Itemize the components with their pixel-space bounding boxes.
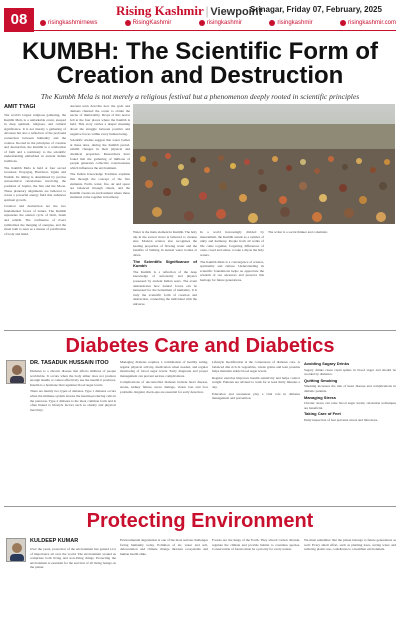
lead-col5-text (268, 230, 396, 235)
diabetes-column-1 (30, 360, 116, 505)
paragraph: There are mainly two types of diabetes. Type 1 diabetes occurs when the immune system attacks the insulin-producing cells in the pancreas. Type 2 diabetes is the most common form and is often linked to lifestyle factors such as obesity and physical inactivity. (30, 389, 116, 412)
paragraph: Diabetes is a chronic disease that affects millions of people worldwide. It occurs when the body either does not produce enough insulin or cannot effectively use the insulin it produces. Insulin is a hormone that regulates blood sugar levels. (30, 369, 116, 387)
masthead (0, 0, 400, 34)
paragraph: Regular exercise improves insulin sensitivity and helps control weight. Patients are advised to walk for at least thirty minutes a day. (212, 375, 300, 389)
environment-headline: Protecting Environment (86, 510, 314, 532)
lead-column-4 (200, 230, 264, 310)
crowd-illustration (133, 104, 395, 224)
lead-headline-line2: Creation and Destruction (56, 62, 344, 89)
diabetes-column-4 (304, 360, 396, 505)
environment-byline: KULDEEP KUMAR (30, 538, 79, 544)
author-photo (6, 360, 26, 384)
environment-column-3 (212, 538, 300, 638)
social-facebook (199, 20, 242, 26)
paragraph: Education and awareness play a vital role in diabetes management and prevention. (212, 391, 300, 401)
dateline: Srinagar, Friday 07, February, 2025 (250, 5, 382, 14)
paragraph: The Kumbh Mela is a convergence of science, spirituality and culture. Understanding its scientific foundations helps us appreciate the wisdom of our ancestors and preserve this heritage for future generations. (200, 259, 264, 282)
paragraph: Environmental degradation is one of the most serious challenges facing humanity today. Pollution of air, water and soil, deforestation and climate change threaten ecosystems and human health alike. (120, 538, 208, 556)
paragraph: The world's largest religious gathering, the Kumbh Mela is a remarkable event, steeped in deep spiritual, religious, and cultural significance. It is not merely a gathering of devotees but also a reflection of the profound connection between humanity and the cosmos. Rooted in the principles of creation and destruction, the Kumbh is a celebration of faith and a testimony to the scientific understanding embedded in ancient Indian traditions. (4, 113, 66, 163)
paragraph: The Kumbh Mela is held at four sacred locations: Prayagraj, Haridwar, Ujjain and Nashik. Its timing is determined by precise astronomical calculations involving the positions of Jupiter, the Sun and the Moon. These planetary alignments are believed to create a powerful energy field that enhances spiritual growth. (4, 165, 66, 202)
paragraph: Smoking increases the risk of heart disease and complications in diabetic patients. (304, 384, 396, 393)
paragraph: Sugary drinks cause rapid spikes in blood sugar and should be avoided by diabetics. (304, 367, 396, 377)
lead-col3-text (133, 230, 197, 307)
avatar (7, 361, 26, 384)
environment-col2-text (120, 538, 208, 556)
social-label: RisingKashmir (132, 20, 172, 26)
diabetes-col4-text (304, 362, 396, 423)
facebook-icon (199, 20, 205, 26)
lead-headline-line1: KUMBH: The Scientific Form of (21, 38, 378, 65)
paper-name (116, 3, 262, 19)
youtube-icon (269, 20, 275, 26)
environment-col3-text (212, 538, 300, 552)
paragraph: Complications of uncontrolled diabetes include heart disease, stroke, kidney failure, nerve damage, vision loss and foot problems. Regular check-ups are essential for early detection. (120, 380, 208, 394)
paragraph: Chronic stress can raise blood sugar levels; relaxation techniques are beneficial. (304, 401, 396, 410)
paragraph: Creation and destruction are the two fundamental forces of nature. The Kumbh represents the eternal cycle of birth, death and rebirth. The confluence of rivers symbolizes the merging of energies, and the ritual bath is seen as a means of purification of body and mind. (4, 204, 66, 236)
paragraph: Managing diabetes requires a combination of healthy eating, regular physical activity, medication when needed, and regular monitoring of blood sugar levels. Early diagnosis and proper management can prevent serious complications. (120, 360, 208, 378)
social-handles (40, 20, 396, 26)
author-note: The writer is a social thinker and columnist. (268, 230, 328, 234)
author-photo (6, 538, 26, 562)
paragraph: The Indian Knowledge Tradition explains this through the concept of the five elements. Earth, water, fire, air and space are balanced through rituals, and the Kumbh creates an environment where these elements come together in harmony. (70, 172, 130, 200)
environment-col1-text (30, 547, 116, 570)
diabetes-byline: DR. TASADUK HUSSAIN ITOO (30, 360, 109, 366)
social-instagram (40, 20, 97, 26)
environment-col4-text (304, 538, 396, 552)
environment-column-1 (30, 538, 116, 638)
diabetes-col2-text (120, 360, 208, 394)
social-twitter (125, 20, 172, 26)
paragraph: Water is the main element in Kumbh. The holy dip in the sacred rivers is believed to cleanse sins. Modern science also recognises the healing properties of flowing water and the benefits of bathing in natural water bodies at dawn. (133, 230, 197, 257)
header-rule (4, 30, 396, 31)
section-divider (4, 506, 396, 507)
lead-column-2 (70, 104, 130, 310)
social-label: risingkashmir (206, 20, 243, 26)
diabetes-col1-text (30, 369, 116, 412)
paragraph: Scientific studies suggest that water bodies at these sites, during the Kumbh period, exhibit changes in their physical and chemical properties. Researchers have found that the gathering of millions of people generates collective consciousness which influences the environment. (70, 138, 130, 170)
paragraph: Daily inspection of feet prevents ulcers and infections. (304, 417, 379, 422)
paragraph: Forests are the lungs of the Earth. They absorb carbon dioxide, regulate the climate and provide habitat to countless species. Conservation of forests must be a priority for every nation. (212, 538, 300, 552)
subheading: Managing Stress (304, 394, 337, 400)
diabetes-headline: Diabetes Care and Diabetics (65, 335, 335, 357)
paragraph: Lifestyle modification is the cornerstone of diabetes care. A balanced diet rich in vegetables, whole grains and lean proteins helps maintain stable blood sugar levels. (212, 360, 300, 374)
twitter-icon (125, 20, 131, 26)
social-label: risingkashmir (277, 20, 313, 26)
lead-headline (0, 40, 400, 88)
section-name: Viewpoint (210, 6, 263, 18)
kumbh-crowd-photo (133, 104, 395, 224)
subheading: Quitting Smoking (304, 377, 338, 383)
page-number: 08 (4, 8, 34, 32)
lead-deck: The Kumbh Mela is not merely a religious festival but a phenomenon deeply rooted in scientific principles (40, 92, 360, 101)
social-web (340, 20, 396, 26)
environment-column-2 (120, 538, 208, 638)
lead-col2-text (70, 104, 130, 200)
instagram-icon (40, 20, 46, 26)
paragraph: We must remember that the planet belongs to future generations as well. Every small effort, such as planting trees, saving water and reducing plastic use, contributes to a healthier environment. (304, 538, 396, 552)
paper-title: Rising Kashmir (116, 3, 204, 18)
social-label: risingkashmir.com (347, 20, 396, 26)
lead-column-5 (268, 230, 396, 310)
avatar (7, 539, 26, 562)
lead-column-1 (4, 104, 66, 310)
diabetes-col3-text (212, 360, 300, 401)
paragraph: The Kumbh is a reflection of the deep knowledge of astronomy and physics possessed by ancient Indian seers. The event demonstrates how natural forces can be harnessed for the betterment of humanity. It is truly the scientific form of creation and destruction, connecting the individual with the universe. (133, 269, 197, 306)
paragraph: Over the years, protection of the environment has gained a lot of importance all over the world. The environment around us comprises both living and non-living things. Protecting the environment is essential for the survival of all living beings on the planet. (30, 547, 116, 570)
environment-column-4 (304, 538, 396, 638)
subheading: Taking Care of Feet (304, 411, 341, 417)
paragraph: Ancient texts describe how the gods and demons churned the ocean to obtain the nectar of immortality. Drops of this nectar fell at the four places where the Kumbh is held. This story carries a deeper meaning about the struggle between positive and negative forces within every human being. (70, 104, 130, 136)
lead-byline: AMIT TYAGI (4, 104, 36, 110)
diabetes-column-2 (120, 360, 208, 505)
subheading: Avoiding Sugary Drinks (304, 361, 350, 366)
title-divider: | (205, 3, 209, 18)
subheading: The Scientific Significance of Kumbh (133, 258, 197, 269)
diabetes-column-3 (212, 360, 300, 505)
lead-col4-text (200, 230, 264, 283)
social-label: risingkashmirnews (48, 20, 98, 26)
section-divider (4, 330, 396, 331)
paragraph: In a world increasingly divided by materialism, the Kumbh stands as a symbol of unity and harmony. People from all walks of life come together, forgetting differences of caste, creed and status, to take a dip in the holy waters. (200, 230, 264, 257)
lead-col1-text (4, 113, 66, 236)
lead-column-3 (133, 230, 197, 310)
web-icon (340, 20, 346, 26)
social-youtube (269, 20, 312, 26)
